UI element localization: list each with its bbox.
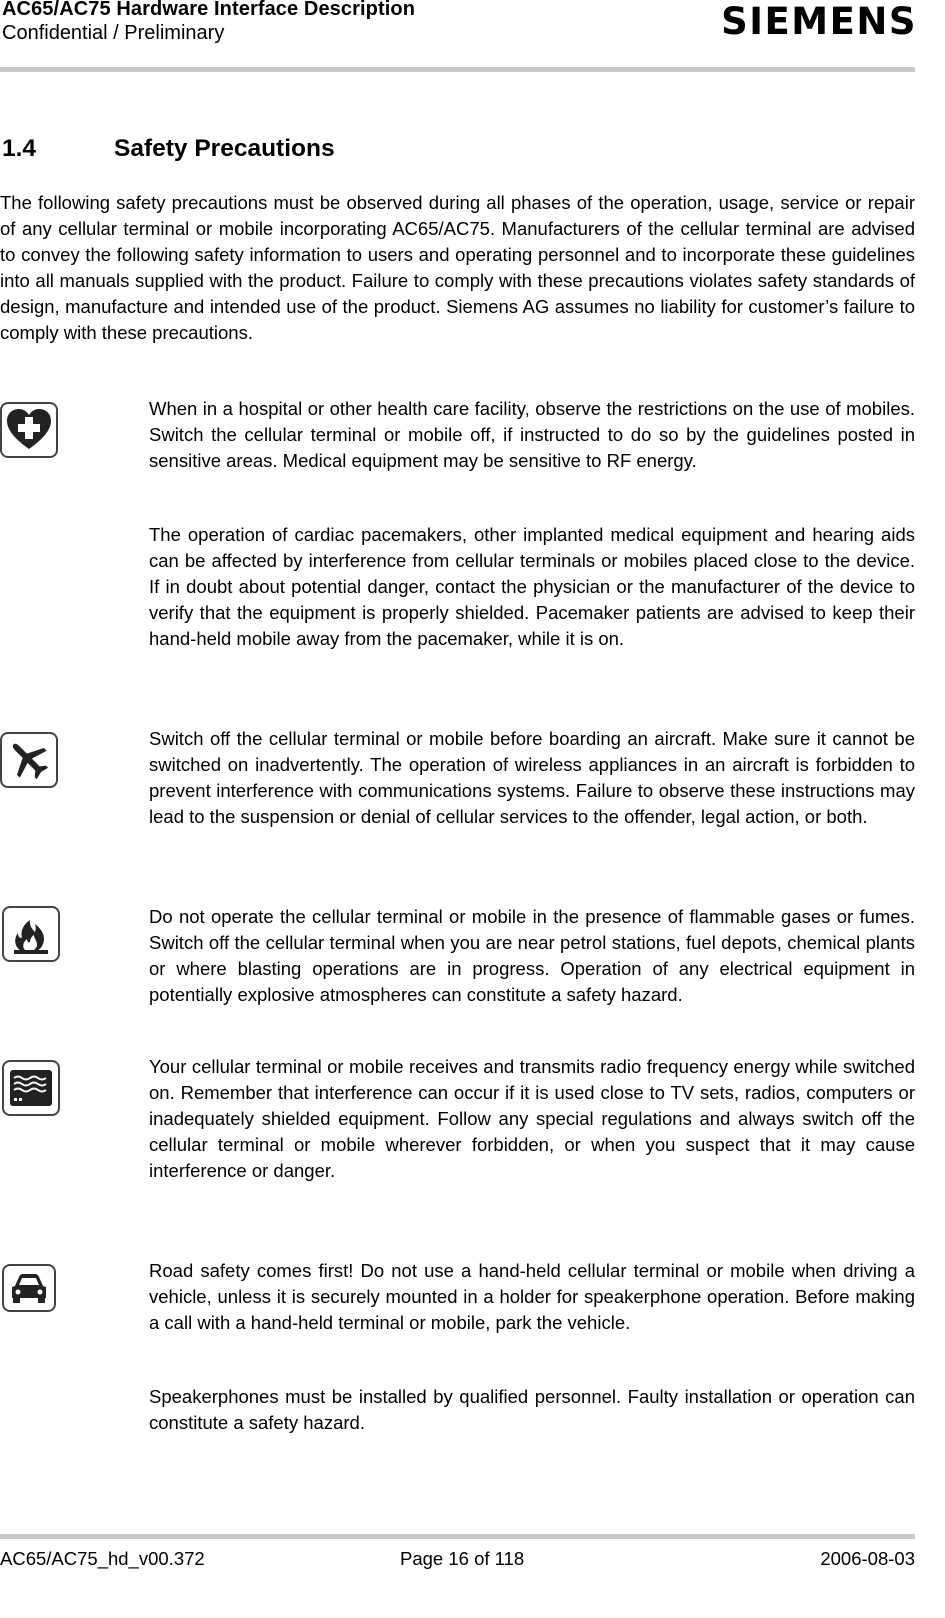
footer-page-number: Page 16 of 118 bbox=[400, 1548, 525, 1569]
section-title: Safety Precautions bbox=[114, 135, 335, 162]
hospital-paragraph-1: When in a hospital or other health care facility, observe the restrictions on the use of mobiles. Switch the cellular terminal or mobile off, if instructed to do so by the guidelines posted in sensitive areas. Medical equipment may be sensitive to RF energy. bbox=[149, 398, 915, 471]
tv-interference-icon bbox=[2, 1060, 58, 1116]
page-header bbox=[0, 0, 945, 70]
hospital-paragraph-2: The operation of cardiac pacemakers, other implanted medical equipment and hearing aids can be affected by interference from cellular terminals or mobiles placed close to the device. If in doubt about potential danger, contact the physician or the manufacturer of the device to verify that the equipment is properly shielded. Pacemaker patients are advised to keep their hand-held mobile away from the pacemaker, while it is on. bbox=[149, 524, 915, 649]
road-safety-paragraph-2: Speakerphones must be installed by qualified personnel. Faulty installation or operation can constitute a safety hazard. bbox=[149, 1386, 915, 1433]
document-subtitle: Confidential / Preliminary bbox=[2, 22, 225, 44]
flammable-fire-icon bbox=[2, 906, 58, 962]
siemens-logo: SIEMENS bbox=[721, 0, 917, 43]
tv-interference-paragraph: Your cellular terminal or mobile receives and transmits radio frequency energy while switched on. Remember that interference can occur if it is used close to TV sets, radios, computers or inadequately shielded equipment. Follow any special regulations and always switch off the cellular terminal or mobile wherever forbidden, or when you suspect that it may cause interference or danger. bbox=[149, 1056, 915, 1181]
document-title: AC65/AC75 Hardware Interface Description bbox=[2, 0, 416, 20]
section-heading bbox=[2, 135, 335, 163]
intro-paragraph: The following safety precautions must be observed during all phases of the operation, usage, service or repair of any cellular terminal or mobile incorporating AC65/AC75. Manufacturers of the cellular terminal are advised to convey the following safety information to users and operating personnel and to incorporate these guidelines into all manuals supplied with the product. Failure to comply with these precautions violates safety standards of design, manufacture and intended use of the product. Siemens AG assumes no liability for customer’s failure to comply with these precautions. bbox=[0, 192, 915, 343]
hospital-heart-cross-icon bbox=[0, 402, 56, 458]
road-safety-paragraph-1: Road safety comes first! Do not use a hand-held cellular terminal or mobile when driving a vehicle, unless it is securely mounted in a holder for speakerphone operation. Before making a call with a hand-held terminal or mobile, park the vehicle. bbox=[149, 1260, 915, 1333]
header-divider bbox=[0, 67, 915, 72]
airplane-icon bbox=[0, 732, 56, 788]
flammable-paragraph: Do not operate the cellular terminal or mobile in the presence of flammable gases or fumes. Switch off the cellular terminal when you are near petrol stations, fuel depots, chemical plants or where blasting operations are in progress. Operation of any electrical equipment in potentially explosive atmospheres can constitute a safety hazard. bbox=[149, 906, 915, 1005]
section-number: 1.4 bbox=[2, 135, 37, 162]
footer-divider bbox=[0, 1534, 915, 1539]
aircraft-paragraph: Switch off the cellular terminal or mobile before boarding an aircraft. Make sure it cannot be switched on inadvertently. The operation of wireless appliances in an aircraft is forbidden to prevent interference with communications systems. Failure to observe these instructions may lead to the suspension or denial of cellular services to the offender, legal action, or both. bbox=[149, 728, 915, 827]
car-icon bbox=[2, 1264, 58, 1320]
footer-date: 2006-08-03 bbox=[820, 1548, 915, 1569]
footer-doc-id: AC65/AC75_hd_v00.372 bbox=[0, 1548, 205, 1569]
